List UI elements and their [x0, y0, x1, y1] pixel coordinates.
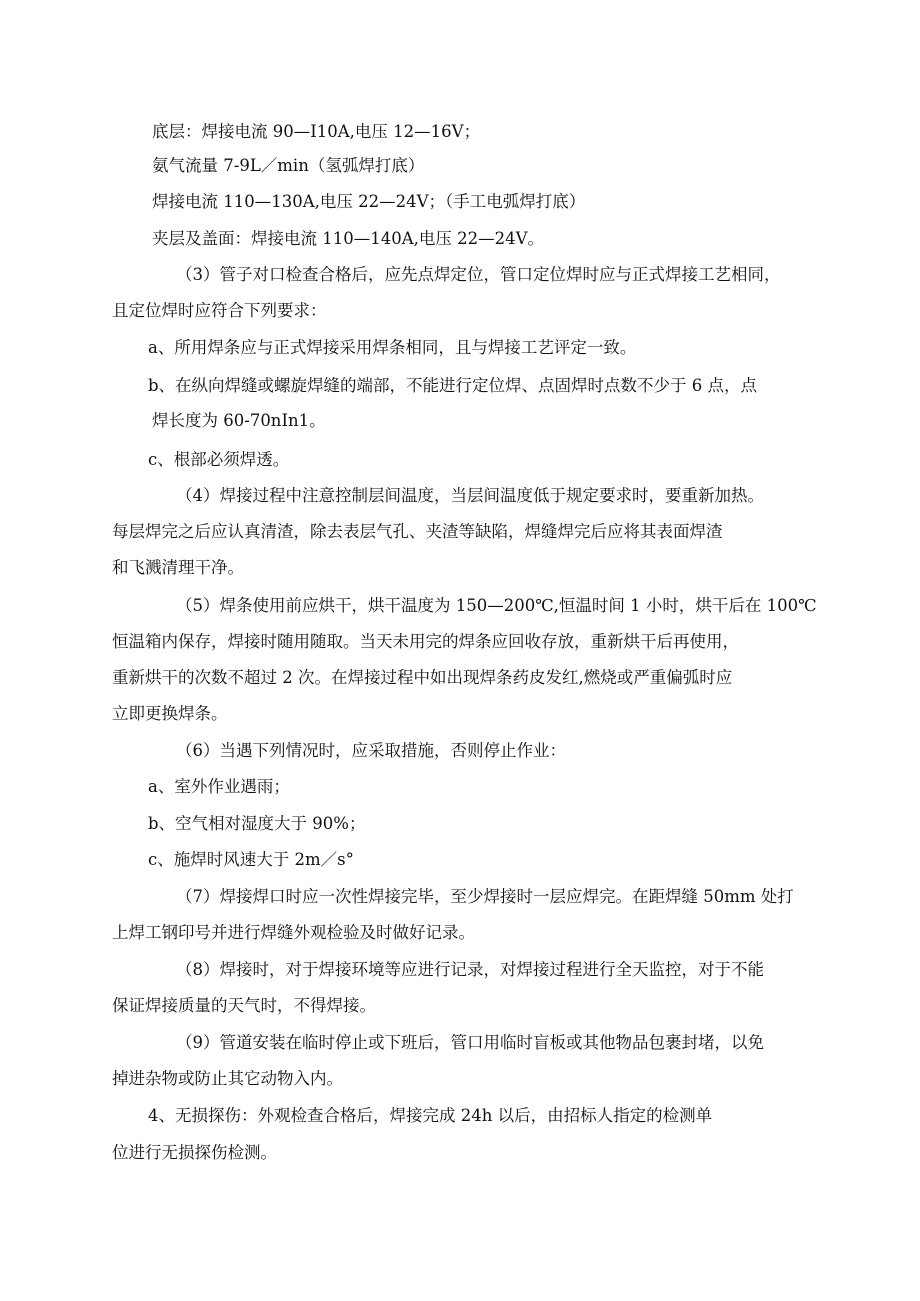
text-line: 掉进杂物或防止其它动物入内。	[112, 1069, 343, 1088]
text-line: 氨气流量 7-9L／min（氢弧焊打底）	[152, 156, 425, 175]
text-line: 立即更换焊条。	[112, 704, 228, 723]
text-line: 焊长度为 60-70nIn1。	[152, 411, 326, 430]
text-line: （8）焊接时，对于焊接环境等应进行记录，对焊接过程进行全天监控，对于不能	[176, 960, 764, 979]
text-line: a、所用焊条应与正式焊接采用焊条相同，且与焊接工艺评定一致。	[148, 338, 637, 357]
text-line: a、室外作业遇雨；	[148, 777, 290, 796]
text-line: 和飞溅清理干净。	[112, 558, 244, 577]
text-line: c、根部必须焊透。	[148, 450, 290, 469]
text-line: （9）管道安装在临时停止或下班后，管口用临时盲板或其他物品包裹封堵，以免	[176, 1033, 764, 1052]
text-line: 每层焊完之后应认真清渣，除去表层气孔、夹渣等缺陷，焊缝焊完后应将其表面焊渣	[112, 522, 723, 541]
text-line: b、在纵向焊缝或螺旋焊缝的端部，不能进行定位焊、点固焊时点数不少于 6 点，点	[148, 376, 758, 395]
text-line: 上焊工钢印号并进行焊缝外观检验及时做好记录。	[112, 923, 475, 942]
text-line: 焊接电流 110—130A,电压 22—24V；（手工电弧焊打底）	[152, 192, 586, 211]
text-line: （4）焊接过程中注意控制层间温度，当层间温度低于规定要求时，要重新加热。	[176, 486, 764, 505]
text-line: 夹层及盖面：焊接电流 110—140A,电压 22—24V。	[152, 229, 545, 248]
text-line: 重新烘干的次数不超过 2 次。在焊接过程中如出现焊条药皮发红,燃烧或严重偏弧时应	[112, 668, 733, 687]
text-line: b、空气相对湿度大于 90%；	[148, 814, 366, 833]
text-line: c、施焊时风速大于 2m／s°	[148, 850, 354, 869]
text-line: 且定位焊时应符合下列要求：	[112, 301, 327, 320]
text-line: 恒温箱内保存，焊接时随用随取。当天未用完的焊条应回收存放，重新烘干后再使用，	[112, 632, 739, 651]
text-line: （5）焊条使用前应烘干，烘干温度为 150—200℃,恒温时间 1 小时，烘干后在 100℃	[176, 596, 817, 615]
text-line: 位进行无损探伤检测。	[112, 1143, 277, 1162]
text-line: （6）当遇下列情况时，应采取措施，否则停止作业：	[176, 741, 566, 760]
text-line: （3）管子对口检查合格后，应先点焊定位，管口定位焊时应与正式焊接工艺相同，	[176, 265, 781, 284]
text-line: 底层：焊接电流 90—I10A,电压 12—16V；	[152, 122, 481, 141]
text-line: （7）焊接焊口时应一次性焊接完毕，至少焊接时一层应焊完。在距焊缝 50mm 处打	[176, 887, 794, 906]
text-line: 保证焊接质量的天气时，不得焊接。	[112, 996, 376, 1015]
text-line: 4、无损探伤：外观检查合格后，焊接完成 24h 以后，由招标人指定的检测单	[148, 1106, 713, 1125]
